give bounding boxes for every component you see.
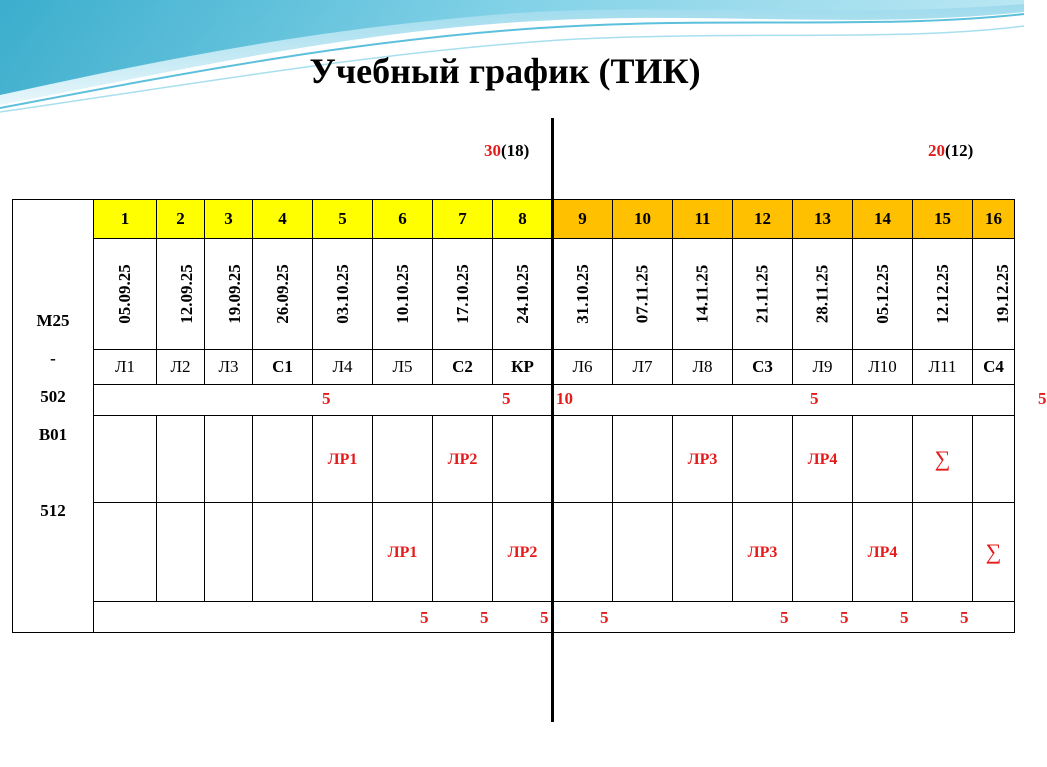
hours-second-half bbox=[928, 141, 973, 161]
lab-group1-cell-14 bbox=[853, 416, 913, 503]
lab-group2-cell-3 bbox=[205, 503, 253, 602]
lab-group2-cell-11 bbox=[673, 503, 733, 602]
lecture-cell-14: Л10 bbox=[853, 350, 913, 385]
hours-first-half bbox=[484, 141, 529, 161]
group-line-3: 502 bbox=[40, 387, 66, 406]
lab-group1-cell-5 bbox=[313, 416, 373, 503]
lab-group2-cell-7 bbox=[433, 503, 493, 602]
week-number-11: 11 bbox=[673, 200, 733, 239]
lab-group1-cell-6 bbox=[373, 416, 433, 503]
semester-half-divider bbox=[551, 118, 554, 722]
date-label: 19.09.25 bbox=[224, 264, 244, 324]
lab-group2-cell-8 bbox=[493, 503, 553, 602]
lab-group1-cell-9 bbox=[553, 416, 613, 503]
lab-group1-cell-8 bbox=[493, 416, 553, 503]
seminar-points-4: 5 bbox=[322, 389, 331, 408]
week-number-16: 16 bbox=[973, 200, 1015, 239]
lab-group1-cell-12 bbox=[733, 416, 793, 503]
week-number-15: 15 bbox=[913, 200, 973, 239]
date-label: 21.11.25 bbox=[752, 264, 772, 324]
lab-label: ЛР3 bbox=[687, 451, 718, 468]
lab-group1-cell-4 bbox=[253, 416, 313, 503]
lab-points-13: 5 bbox=[900, 608, 909, 627]
lecture-cell-3: Л3 bbox=[205, 350, 253, 385]
week-number-6: 6 bbox=[373, 200, 433, 239]
hours-second-main: 20 bbox=[928, 141, 945, 160]
lab-group1-cell-3 bbox=[205, 416, 253, 503]
week-date-6 bbox=[373, 239, 433, 350]
lab-label: ЛР1 bbox=[327, 451, 358, 468]
lecture-cell-5: Л4 bbox=[313, 350, 373, 385]
lecture-cell-16: С4 bbox=[973, 350, 1015, 385]
lab-group2-cell-16 bbox=[973, 503, 1015, 602]
lab-points-14: 5 bbox=[960, 608, 969, 627]
week-date-3 bbox=[205, 239, 253, 350]
lecture-cell-11: Л8 bbox=[673, 350, 733, 385]
group-line-1: М25 bbox=[36, 311, 70, 330]
week-date-15 bbox=[913, 239, 973, 350]
lab-points-row bbox=[94, 602, 1015, 633]
date-label: 03.10.25 bbox=[332, 264, 352, 324]
lab-group1-cell-13 bbox=[793, 416, 853, 503]
date-label: 10.10.25 bbox=[392, 264, 412, 324]
week-date-4 bbox=[253, 239, 313, 350]
week-number-10: 10 bbox=[613, 200, 673, 239]
lab-group2-cell-2 bbox=[157, 503, 205, 602]
schedule-table bbox=[12, 199, 1047, 633]
week-date-8 bbox=[493, 239, 553, 350]
lab-group2-cell-13 bbox=[793, 503, 853, 602]
lab-points-6: 5 bbox=[480, 608, 489, 627]
lecture-cell-6: Л5 bbox=[373, 350, 433, 385]
lecture-cell-1: Л1 bbox=[94, 350, 157, 385]
week-date-14 bbox=[853, 239, 913, 350]
week-number-12: 12 bbox=[733, 200, 793, 239]
lecture-cell-12: С3 bbox=[733, 350, 793, 385]
lab-label: ЛР4 bbox=[807, 451, 838, 468]
seminar-points-12: 5 bbox=[810, 389, 819, 408]
date-label: 31.10.25 bbox=[572, 264, 592, 324]
sum-icon: ∑ bbox=[934, 446, 951, 471]
lab-group1-cell-15 bbox=[913, 416, 973, 503]
seminar-points-row bbox=[94, 385, 1047, 416]
lab-label: ЛР2 bbox=[507, 544, 538, 561]
lab-group1-cell-2 bbox=[157, 416, 205, 503]
group-line-2: - bbox=[50, 349, 56, 368]
week-date-12 bbox=[733, 239, 793, 350]
page-title: Учебный график (ТИК) bbox=[309, 51, 701, 91]
lab-group2-cell-9 bbox=[553, 503, 613, 602]
lab-label: ЛР1 bbox=[387, 544, 418, 561]
sum-icon: ∑ bbox=[985, 539, 1002, 564]
date-label: 05.12.25 bbox=[872, 264, 892, 324]
lab-label: ЛР2 bbox=[447, 451, 478, 468]
date-label: 17.10.25 bbox=[452, 264, 472, 324]
lab-group2-cell-14 bbox=[853, 503, 913, 602]
lab-group1-cell-7 bbox=[433, 416, 493, 503]
lab-points-5: 5 bbox=[420, 608, 429, 627]
lab-points-8: 5 bbox=[600, 608, 609, 627]
lecture-cell-4: С1 bbox=[253, 350, 313, 385]
lecture-cell-2: Л2 bbox=[157, 350, 205, 385]
seminar-points-7: 5 bbox=[502, 389, 511, 408]
lab-group2-cell-12 bbox=[733, 503, 793, 602]
week-date-5 bbox=[313, 239, 373, 350]
lecture-cell-7: С2 bbox=[433, 350, 493, 385]
lab-points-12: 5 bbox=[840, 608, 849, 627]
lab-group1-cell-16 bbox=[973, 416, 1015, 503]
lab-label: ЛР4 bbox=[867, 544, 898, 561]
week-number-9: 9 bbox=[553, 200, 613, 239]
lab-group2-cell-1 bbox=[94, 503, 157, 602]
week-number-13: 13 bbox=[793, 200, 853, 239]
date-label: 12.12.25 bbox=[932, 264, 952, 324]
week-date-7 bbox=[433, 239, 493, 350]
week-number-7: 7 bbox=[433, 200, 493, 239]
lab-group1-cell-11 bbox=[673, 416, 733, 503]
seminar-points-16: 5 bbox=[1038, 389, 1047, 408]
week-date-9 bbox=[553, 239, 613, 350]
lab-group1-cell-10 bbox=[613, 416, 673, 503]
lab-group1-cell-1 bbox=[94, 416, 157, 503]
week-date-10 bbox=[613, 239, 673, 350]
lab-points-7: 5 bbox=[540, 608, 549, 627]
week-date-2 bbox=[157, 239, 205, 350]
date-label: 12.09.25 bbox=[176, 264, 196, 324]
week-date-11 bbox=[673, 239, 733, 350]
week-number-3: 3 bbox=[205, 200, 253, 239]
date-label: 19.12.25 bbox=[992, 264, 1012, 324]
hours-first-paren: (18) bbox=[501, 141, 530, 160]
seminar-points-8: 10 bbox=[556, 389, 573, 408]
lecture-cell-15: Л11 bbox=[913, 350, 973, 385]
date-label: 26.09.25 bbox=[272, 264, 292, 324]
week-date-13 bbox=[793, 239, 853, 350]
lab-group2-cell-6 bbox=[373, 503, 433, 602]
date-label: 05.09.25 bbox=[115, 264, 134, 324]
week-date-16 bbox=[973, 239, 1015, 350]
lecture-cell-10: Л7 bbox=[613, 350, 673, 385]
lab-group2-cell-4 bbox=[253, 503, 313, 602]
lecture-cell-13: Л9 bbox=[793, 350, 853, 385]
hours-first-main: 30 bbox=[484, 141, 501, 160]
hours-second-paren: (12) bbox=[945, 141, 974, 160]
week-number-14: 14 bbox=[853, 200, 913, 239]
lab-group2-cell-5 bbox=[313, 503, 373, 602]
lecture-cell-9: Л6 bbox=[553, 350, 613, 385]
group-line-4: В01 bbox=[38, 425, 68, 444]
lab-group2-cell-15 bbox=[913, 503, 973, 602]
group-line-5: 512 bbox=[40, 501, 66, 520]
group-label-cell bbox=[13, 200, 94, 633]
date-label: 24.10.25 bbox=[512, 264, 532, 324]
week-number-2: 2 bbox=[157, 200, 205, 239]
date-label: 14.11.25 bbox=[692, 264, 712, 324]
lab-group2-cell-10 bbox=[613, 503, 673, 602]
lab-label: ЛР3 bbox=[747, 544, 778, 561]
lab-points-11: 5 bbox=[780, 608, 789, 627]
week-date-1 bbox=[94, 239, 157, 350]
date-label: 28.11.25 bbox=[812, 264, 832, 324]
date-label: 07.11.25 bbox=[632, 264, 652, 324]
week-number-5: 5 bbox=[313, 200, 373, 239]
lecture-cell-8: КР bbox=[493, 350, 553, 385]
week-number-4: 4 bbox=[253, 200, 313, 239]
week-number-1: 1 bbox=[94, 200, 157, 239]
week-number-8: 8 bbox=[493, 200, 553, 239]
